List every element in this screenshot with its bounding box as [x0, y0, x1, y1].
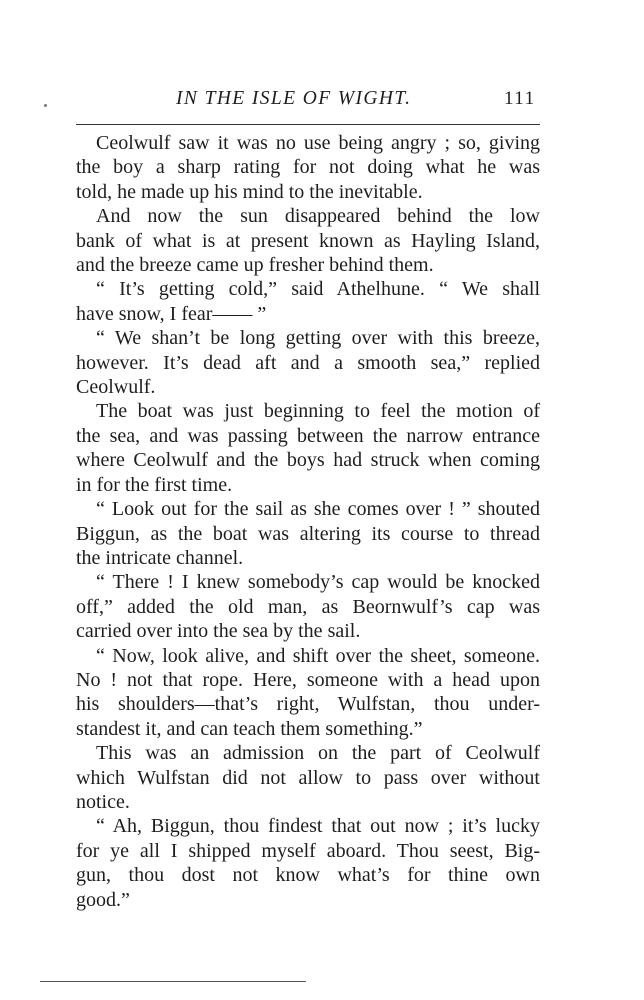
text-line: where Ceolwulf and the boys had struck when coming: [76, 449, 540, 472]
text-line: notice.: [76, 790, 130, 813]
paragraph: [76, 741, 540, 814]
body-text: [76, 131, 540, 912]
text-line: This was an admission on the part of Ceolwulf: [96, 742, 540, 765]
text-line: off,” added the old man, as Beornwulf’s cap was: [76, 595, 540, 618]
text-line: the sea, and was passing between the narrow entrance: [76, 424, 540, 447]
text-line: good.”: [76, 888, 130, 911]
text-line: “ Ah, Biggun, thou findest that out now ; it’s lucky: [96, 815, 540, 838]
text-line: his shoulders—that’s right, Wulfstan, thou under-: [76, 693, 540, 716]
text-line: carried over into the sea by the sail.: [76, 620, 361, 643]
paragraph: [76, 204, 540, 277]
text-line: for ye all I shipped myself aboard. Thou seest, Big-: [76, 839, 540, 862]
page-number: 111: [504, 88, 536, 109]
footer-rule: [40, 981, 306, 982]
paragraph: [76, 814, 540, 912]
text-line: “ We shan’t be long getting over with this breeze,: [96, 327, 540, 350]
paragraph: [76, 399, 540, 497]
text-line: And now the sun disappeared behind the low: [96, 205, 540, 228]
text-line: No ! not that rope. Here, someone with a head upon: [76, 668, 540, 691]
header-rule: [76, 124, 540, 125]
paragraph: [76, 644, 540, 742]
text-line: “ Look out for the sail as she comes over ! ” shouted: [96, 498, 540, 521]
text-line: which Wulfstan did not allow to pass over without: [76, 766, 540, 789]
paper-speck: [44, 104, 47, 107]
text-line: standest it, and can teach them something.”: [76, 717, 423, 740]
text-line: in for the first time.: [76, 473, 233, 496]
text-line: have snow, I fear—— ”: [76, 302, 267, 325]
text-line: “ Now, look alive, and shift over the sheet, someone.: [96, 644, 540, 667]
text-line: however. It’s dead aft and a smooth sea,” replied: [76, 351, 540, 374]
text-line: the intricate channel.: [76, 546, 244, 569]
text-line: told, he made up his mind to the inevitable.: [76, 180, 423, 203]
paragraph: [76, 570, 540, 643]
paragraph: [76, 497, 540, 570]
text-line: The boat was just beginning to feel the motion of: [96, 400, 540, 423]
text-line: and the breeze came up fresher behind them.: [76, 254, 434, 277]
text-line: gun, thou dost not know what’s for thine own: [76, 864, 540, 887]
text-line: Biggun, as the boat was altering its course to thread: [76, 522, 540, 545]
paragraph: [76, 131, 540, 204]
text-line: Ceolwulf saw it was no use being angry ; so, giving: [96, 132, 540, 154]
running-title: IN THE ISLE OF WIGHT.: [176, 88, 412, 109]
text-line: Ceolwulf.: [76, 376, 156, 399]
paragraph: [76, 326, 540, 399]
text-line: bank of what is at present known as Hayling Island,: [76, 229, 540, 252]
paragraph: [76, 277, 540, 326]
text-line: the boy a sharp rating for not doing what he was: [76, 156, 540, 179]
text-line: “ There ! I knew somebody’s cap would be knocked: [96, 571, 540, 594]
text-line: “ It’s getting cold,” said Athelhune. “ We shall: [96, 278, 540, 301]
